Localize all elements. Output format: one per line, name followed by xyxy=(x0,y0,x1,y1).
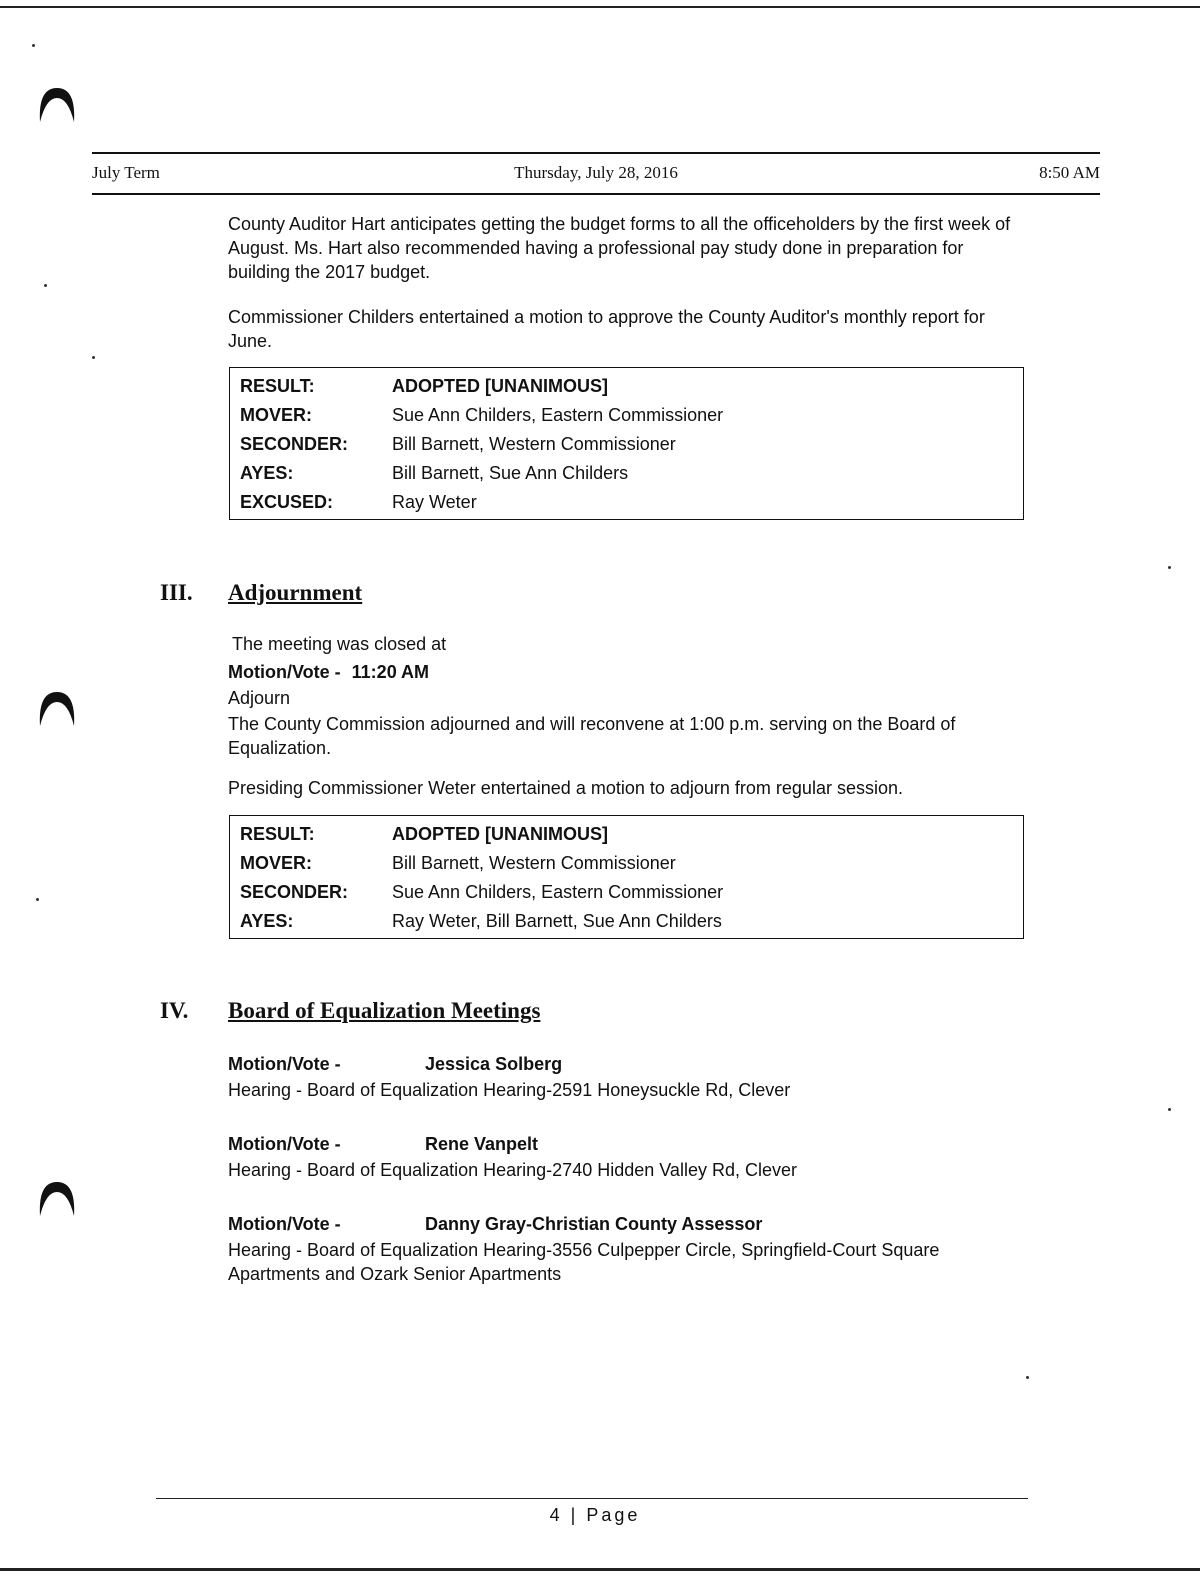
hearing-line: Hearing - Board of Equalization Hearing-2591 Honeysuckle Rd, Clever xyxy=(228,1080,791,1100)
punch-hole-mark xyxy=(34,1178,80,1222)
presiding-paragraph: Presiding Commissioner Weter entertained a motion to adjourn from regular session. xyxy=(228,778,903,798)
section-numeral: III. xyxy=(160,580,193,605)
closed-text: The meeting was closed at xyxy=(232,634,447,654)
motion-paragraph: Commissioner Childers entertained a motion to approve the County Auditor's monthly report for June. xyxy=(228,307,985,351)
vote-row-ayes: AYES: Bill Barnett, Sue Ann Childers xyxy=(240,463,629,483)
scan-speck xyxy=(1168,1108,1171,1111)
auditor-paragraph: County Auditor Hart anticipates getting the budget forms to all the officeholders by the first week of August. Ms. Hart also recommended having a professional pay study done in preparation for building the 2017 budget. xyxy=(228,214,1011,282)
vote-row-mover: MOVER: Sue Ann Childers, Eastern Commissioner xyxy=(240,405,724,425)
punch-hole-mark xyxy=(34,688,80,732)
scan-speck xyxy=(32,44,35,47)
punch-hole-mark xyxy=(34,84,80,128)
header-rule-bottom xyxy=(92,193,1100,195)
scan-speck xyxy=(36,898,39,901)
section-numeral: IV. xyxy=(160,998,189,1023)
motion-name: Danny Gray-Christian County Assessor xyxy=(425,1214,763,1234)
header-rule-top xyxy=(92,152,1100,154)
section-title: Board of Equalization Meetings xyxy=(228,998,541,1023)
scan-speck xyxy=(92,356,95,359)
hearing-line: Hearing - Board of Equalization Hearing-3556 Culpepper Circle, Springfield-Court Square Apartments and Ozark Senior Apartments xyxy=(228,1240,940,1284)
motion-name: Rene Vanpelt xyxy=(425,1134,539,1154)
footer-rule xyxy=(156,1498,1028,1499)
section-title: Adjournment xyxy=(228,580,363,605)
scan-edge-bottom xyxy=(0,1568,1200,1571)
page-footer xyxy=(0,1505,1190,1526)
scan-speck xyxy=(1168,566,1171,569)
motion-label: Motion/Vote - xyxy=(228,1214,341,1234)
vote-row-excused: EXCUSED: Ray Weter xyxy=(240,492,477,512)
page-separator: | xyxy=(570,1505,579,1525)
header-date: Thursday, July 28, 2016 xyxy=(514,163,678,182)
hearing-line: Hearing - Board of Equalization Hearing-2740 Hidden Valley Rd, Clever xyxy=(228,1160,797,1180)
motion-name: Jessica Solberg xyxy=(425,1054,563,1074)
page-header xyxy=(92,163,1100,187)
vote-row-result: RESULT: ADOPTED [UNANIMOUS] xyxy=(240,824,608,844)
reconvene-paragraph: The County Commission adjourned and will reconvene at 1:00 p.m. serving on the Board of Equalization. xyxy=(228,714,956,758)
motion-line xyxy=(228,660,1028,684)
page-number: 4 xyxy=(549,1505,563,1525)
motion-label: Motion/Vote - xyxy=(228,1134,341,1154)
page-word: Page xyxy=(586,1505,641,1525)
vote-table xyxy=(229,815,1024,939)
header-time: 8:50 AM xyxy=(1039,163,1100,182)
vote-row-result: RESULT: ADOPTED [UNANIMOUS] xyxy=(240,376,608,396)
adjourn-label: Adjourn xyxy=(228,688,291,708)
vote-row-seconder: SECONDER: Bill Barnett, Western Commissioner xyxy=(240,434,676,454)
vote-row-mover: MOVER: Bill Barnett, Western Commissioner xyxy=(240,853,676,873)
scan-speck xyxy=(44,284,47,287)
vote-row-ayes: AYES: Ray Weter, Bill Barnett, Sue Ann Childers xyxy=(240,911,722,931)
motion-label: Motion/Vote - xyxy=(228,662,341,682)
motion-time: 11:20 AM xyxy=(351,662,430,682)
vote-table xyxy=(229,367,1024,520)
vote-row-seconder: SECONDER: Sue Ann Childers, Eastern Commissioner xyxy=(240,882,724,902)
scan-speck xyxy=(1026,1376,1029,1379)
scan-edge-top xyxy=(0,6,1200,8)
header-term: July Term xyxy=(92,163,160,182)
motion-label: Motion/Vote - xyxy=(228,1054,341,1074)
